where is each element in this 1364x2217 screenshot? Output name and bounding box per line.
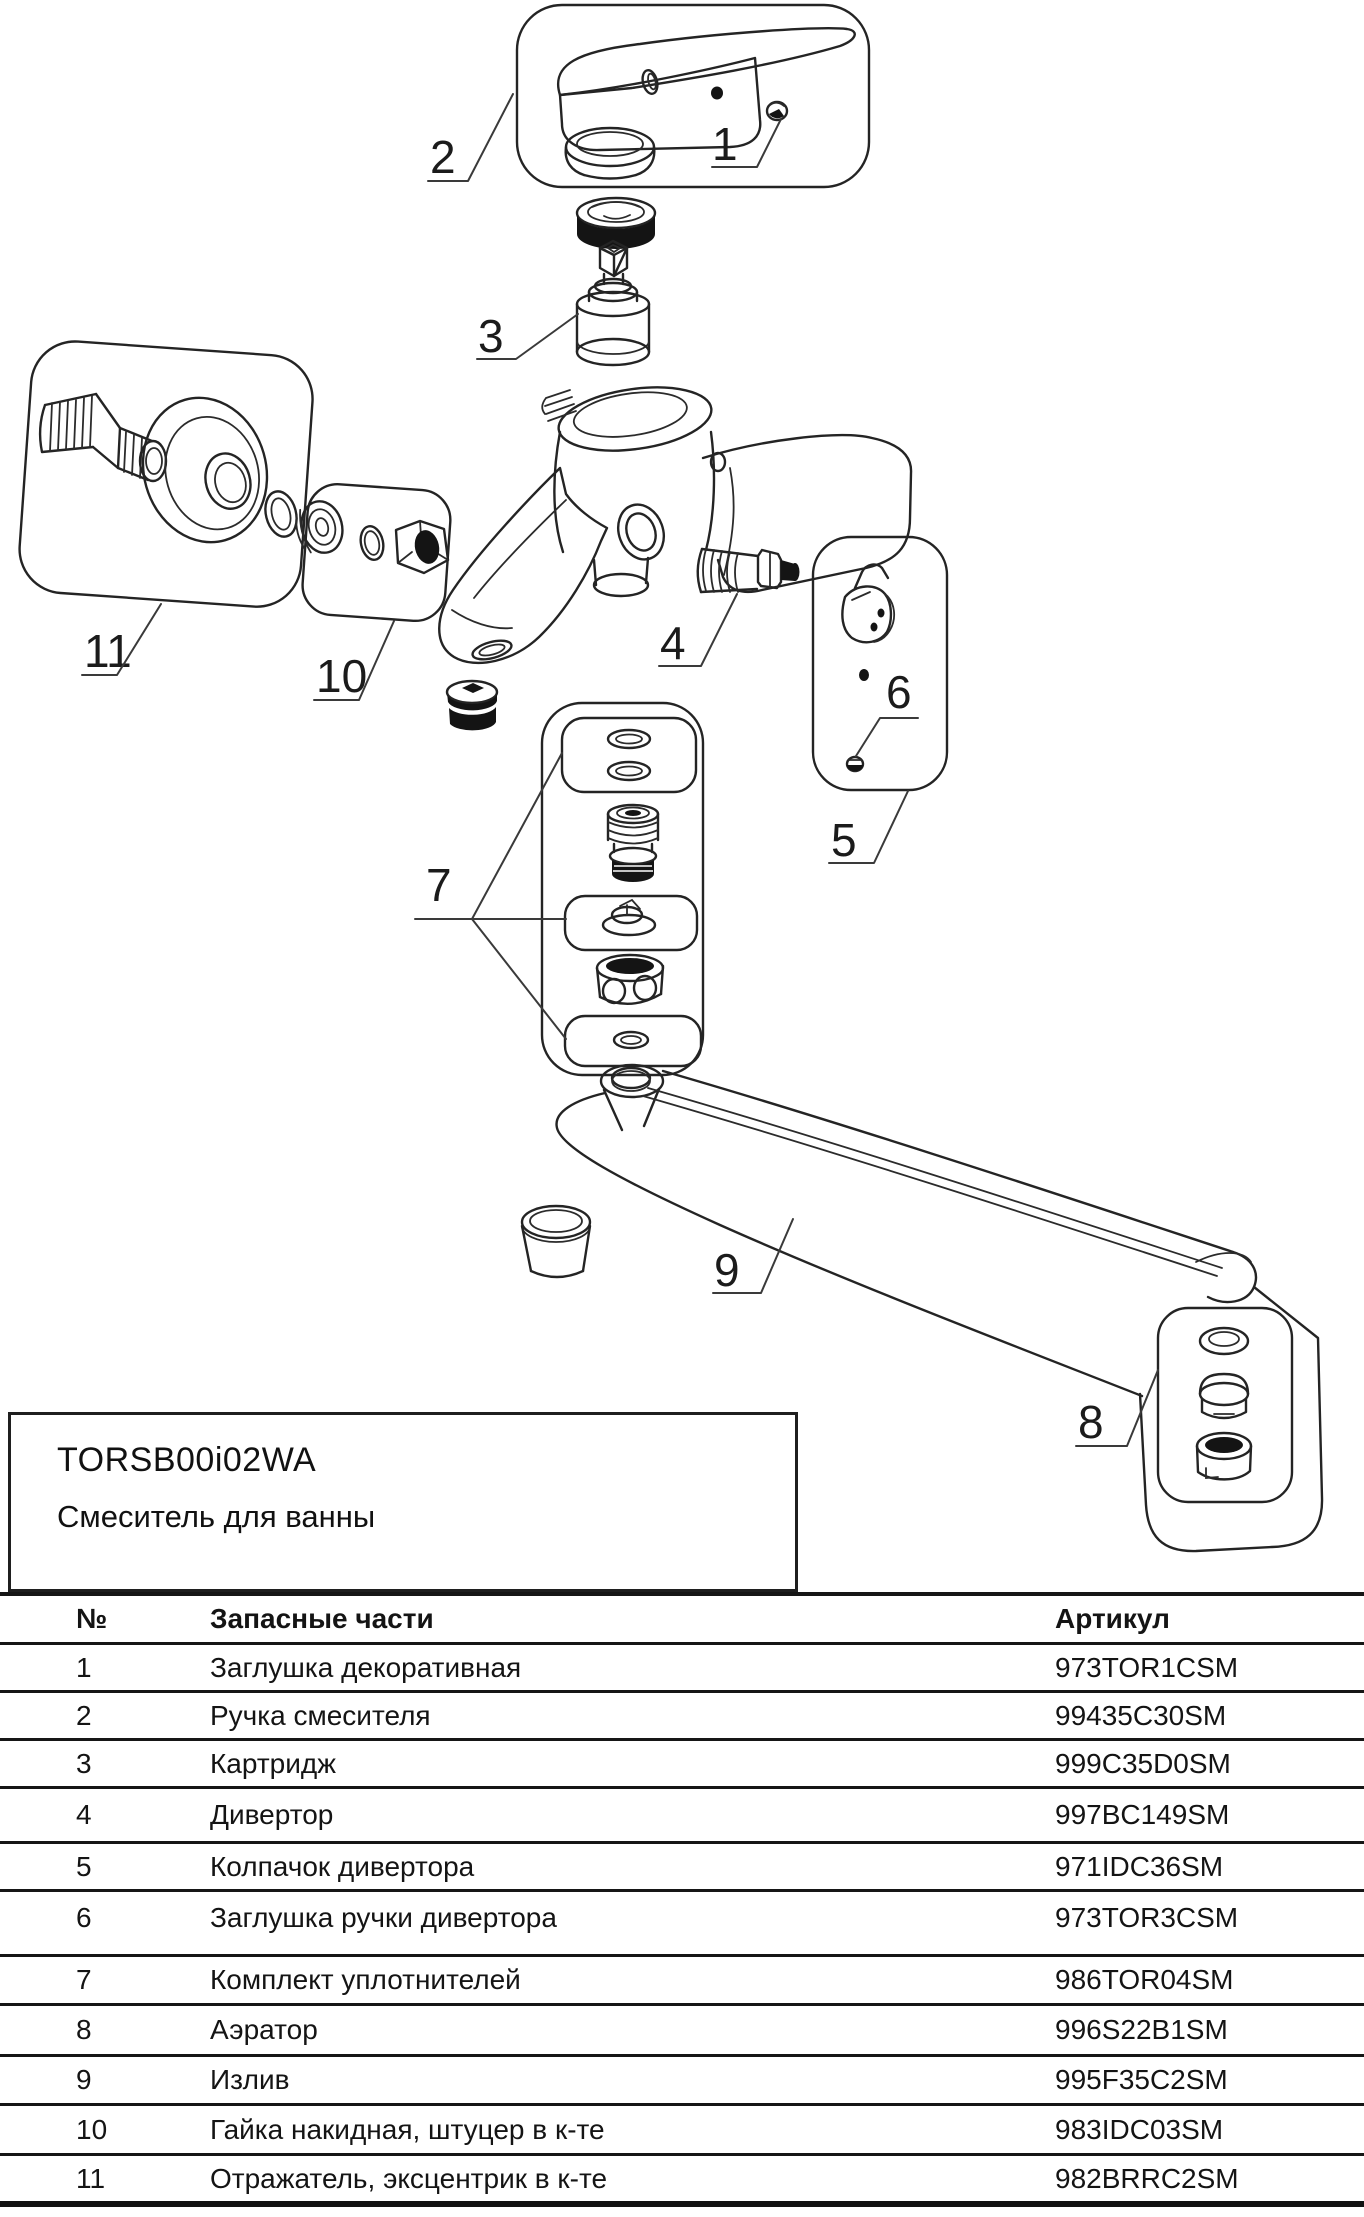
part-hex-nut <box>396 521 448 573</box>
callout-1: 1 <box>712 118 738 170</box>
seal-slotted-disc <box>603 900 655 935</box>
table-row: 5 Колпачок дивертора 971IDC36SM <box>0 1844 1364 1892</box>
part-fitting <box>291 497 347 558</box>
group-box-handle <box>517 5 869 187</box>
knob-screw-dot <box>859 669 869 681</box>
callout-6: 6 <box>886 666 912 718</box>
part-small-oring <box>358 524 387 562</box>
callouts <box>82 94 1158 1448</box>
header-sku: Артикул <box>1055 1603 1170 1634</box>
body-cap <box>447 681 497 730</box>
table-row: 11 Отражатель, эксцентрик в к-те 982BRRC2SM <box>0 2156 1364 2207</box>
part-cup <box>522 1206 590 1277</box>
table-row: 8 Аэратор 996S22B1SM <box>0 2006 1364 2057</box>
table-row: 9 Излив 995F35C2SM <box>0 2057 1364 2106</box>
part-reflector <box>126 383 284 557</box>
table-row: 2 Ручка смесителя 99435C30SM <box>0 1693 1364 1741</box>
callout-7: 7 <box>426 859 452 911</box>
group-box-aerator <box>1158 1308 1292 1502</box>
parts-table <box>0 1592 1364 2207</box>
header-num: № <box>76 1603 108 1634</box>
callout-8: 8 <box>1078 1396 1104 1448</box>
callout-5: 5 <box>831 814 857 866</box>
handle-skirt <box>566 128 655 179</box>
group-box-seal-kit <box>542 703 703 1075</box>
callout-11: 11 <box>84 625 132 677</box>
table-row: 7 Комплект уплотнителей 986TOR04SM <box>0 1957 1364 2006</box>
part-divertor-knob-plug <box>847 757 863 771</box>
seal-check-valve <box>608 805 658 882</box>
callout-3: 3 <box>478 310 504 362</box>
table-row: 6 Заглушка ручки дивертора 973TOR3CSM <box>0 1892 1364 1957</box>
group-box-reflector <box>17 339 316 610</box>
model-code: TORSB00i02WA <box>57 1441 317 1479</box>
handle-screw-dot <box>711 87 723 100</box>
callout-9: 9 <box>714 1244 740 1296</box>
table-row: 4 Дивертор 997BC149SM <box>0 1789 1364 1844</box>
product-name: Смеситель для ванны <box>57 1499 376 1534</box>
part-cartridge <box>577 241 649 365</box>
table-row: 10 Гайка накидная, штуцер в к-те 983IDC03SM <box>0 2106 1364 2156</box>
handle-lever <box>558 28 855 95</box>
part-divertor-cap-knob <box>842 565 894 643</box>
aerator-gasket <box>1200 1328 1248 1354</box>
seal-oring-b <box>608 762 650 780</box>
body-oring <box>471 637 514 663</box>
table-row: 1 Заглушка декоративная 973TOR1CSM <box>0 1645 1364 1693</box>
seal-ring-two-holes <box>597 955 663 1004</box>
callout-2: 2 <box>430 131 456 183</box>
seal-oring-c <box>614 1032 648 1048</box>
aerator-insert <box>1200 1374 1248 1418</box>
callout-10: 10 <box>316 650 368 702</box>
header-name: Запасные части <box>210 1603 434 1634</box>
title-block <box>8 1412 798 1592</box>
aerator-housing <box>1197 1433 1251 1479</box>
table-row: 3 Картридж 999C35D0SM <box>0 1741 1364 1789</box>
table-header-row <box>0 1596 1364 1645</box>
group-box-union-nut <box>291 482 452 623</box>
seal-oring-a <box>608 730 650 748</box>
part-decorative-plug <box>767 102 787 120</box>
callout-4: 4 <box>660 617 686 669</box>
gasket-ring <box>261 488 301 540</box>
